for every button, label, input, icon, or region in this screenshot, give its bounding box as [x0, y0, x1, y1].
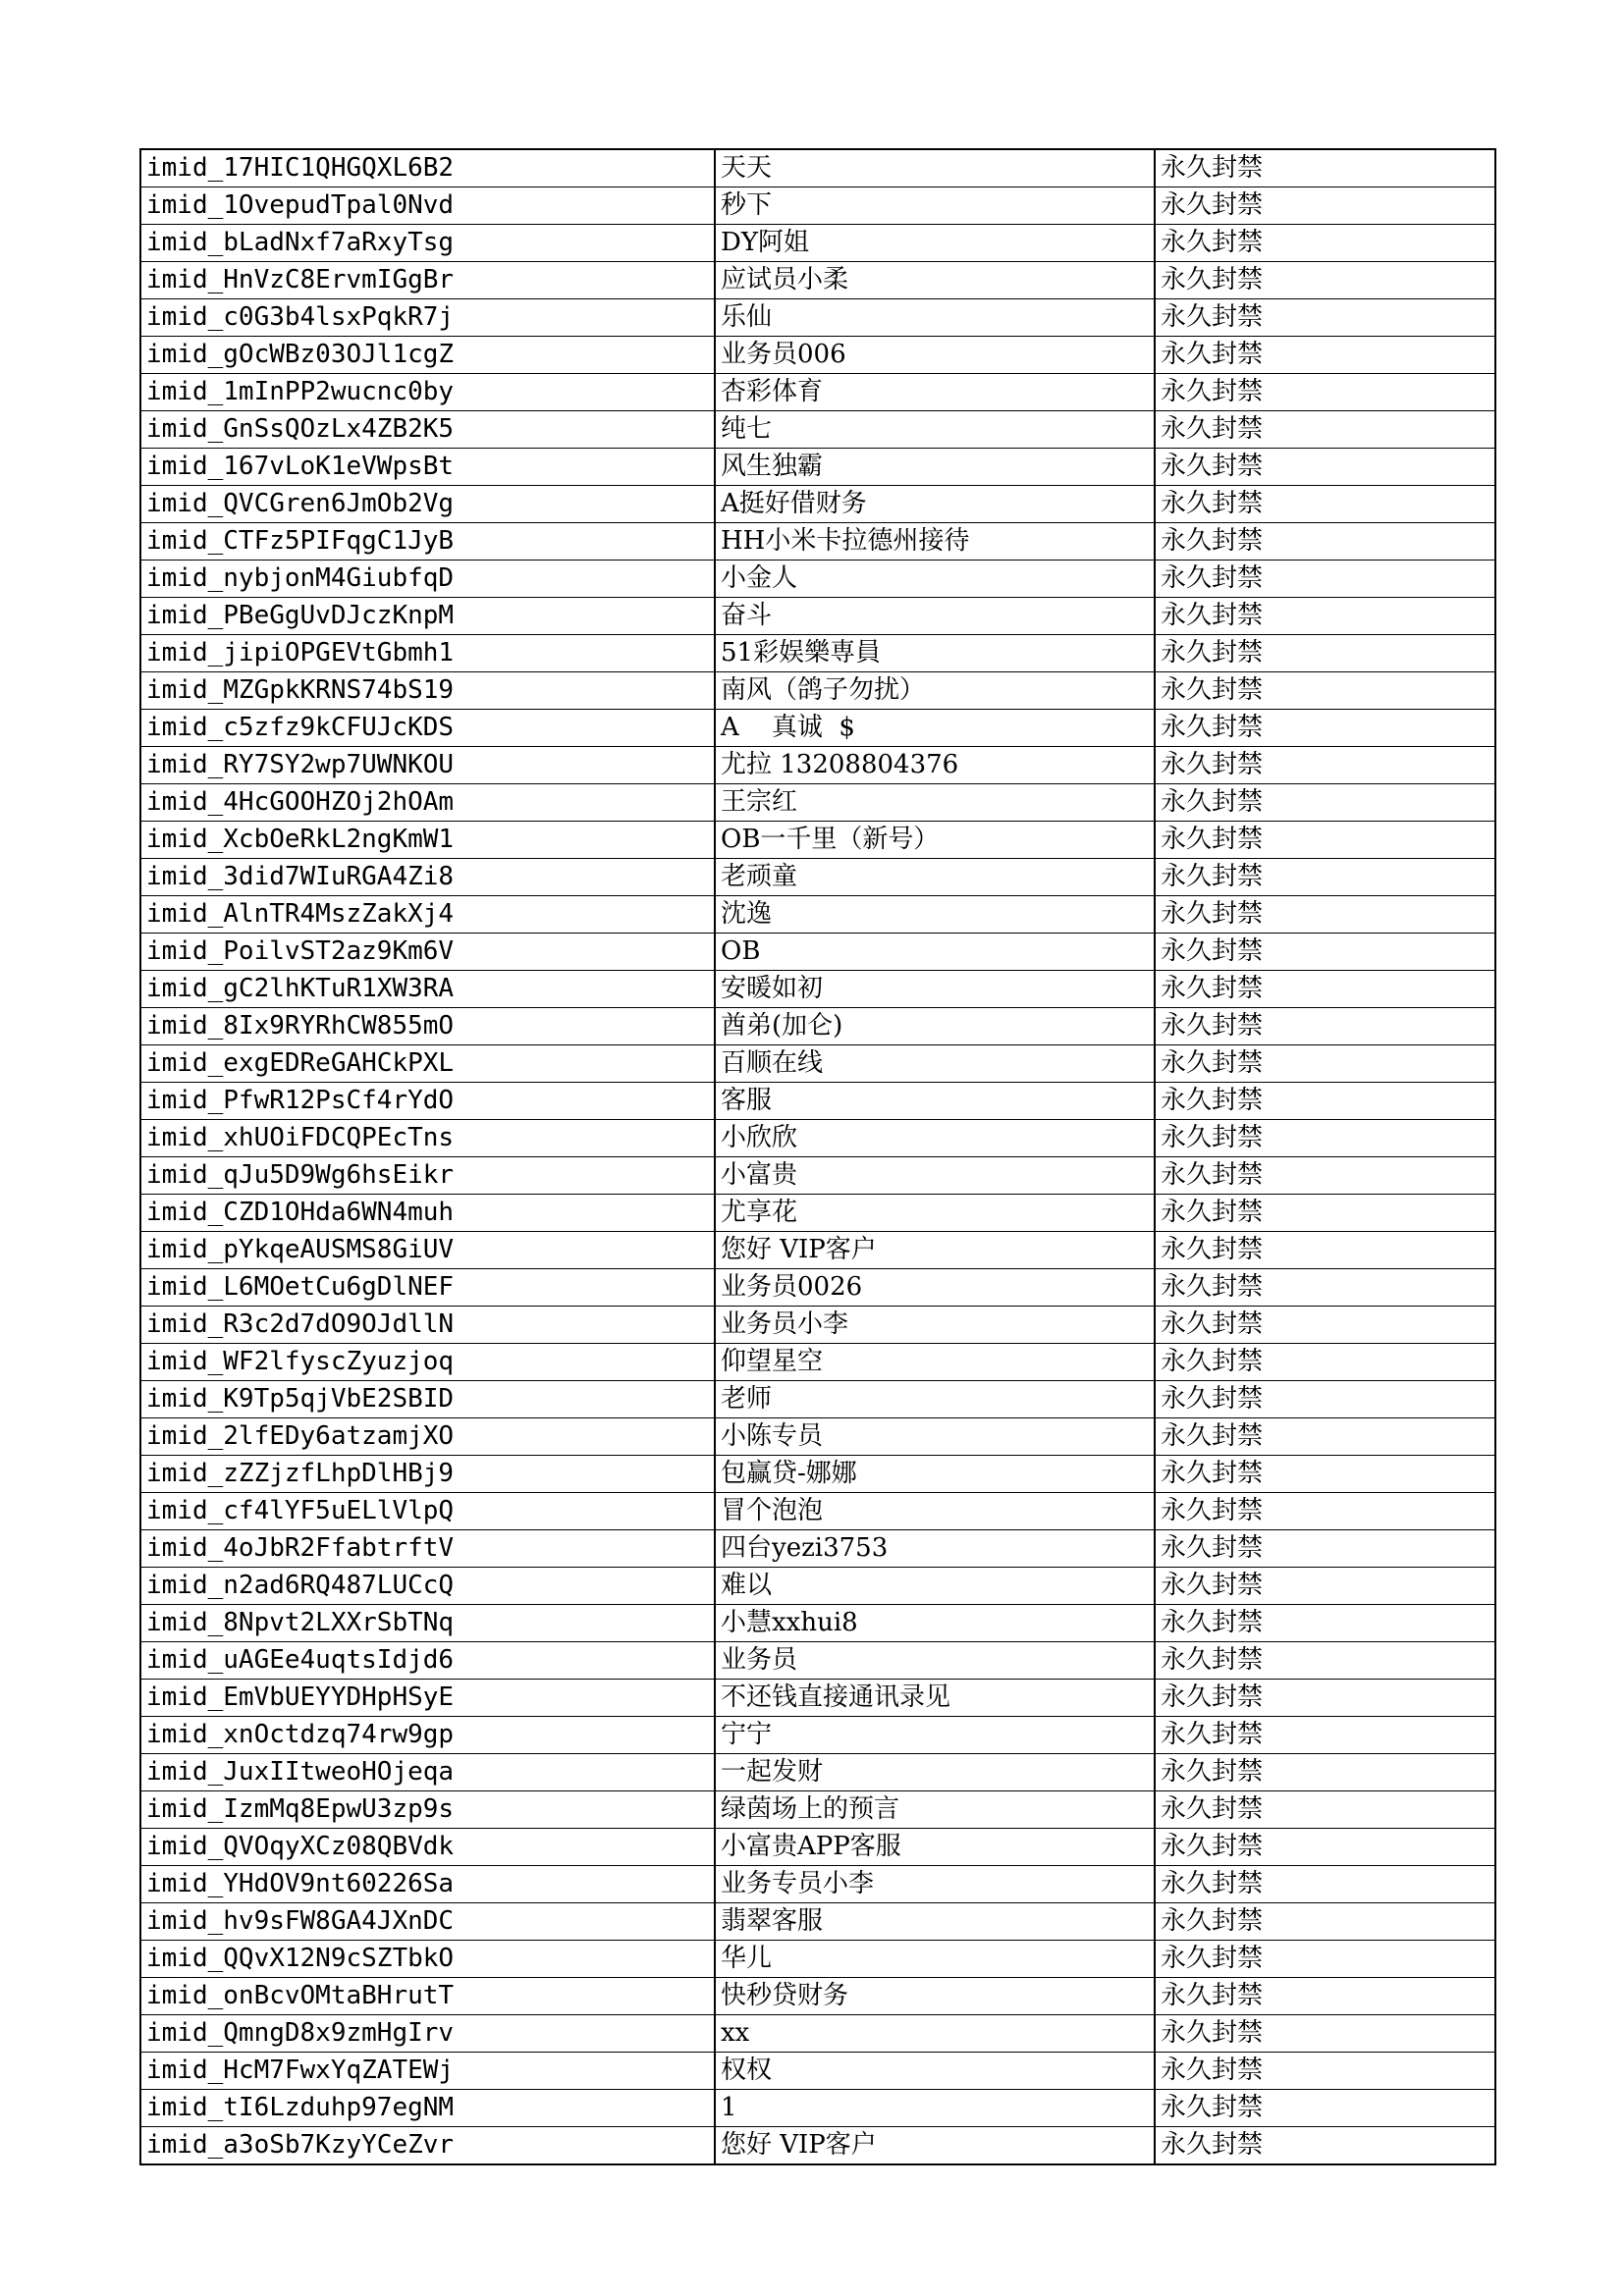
table-row	[140, 1195, 1495, 1232]
nickname-cell: 南风（鸽子勿扰）	[715, 672, 1155, 710]
account-id-cell: imid_HnVzC8ErvmIGgBr	[140, 262, 715, 299]
ban-status-cell: 永久封禁	[1155, 1568, 1495, 1605]
ban-status-cell: 永久封禁	[1155, 971, 1495, 1008]
table-row	[140, 710, 1495, 747]
ban-status-cell: 永久封禁	[1155, 1269, 1495, 1307]
nickname-cell: 小慧xxhui8	[715, 1605, 1155, 1642]
ban-status-cell: 永久封禁	[1155, 1232, 1495, 1269]
ban-status-cell: 永久封禁	[1155, 1045, 1495, 1083]
ban-status-cell: 永久封禁	[1155, 299, 1495, 337]
nickname-cell: 华儿	[715, 1941, 1155, 1978]
nickname-cell: 王宗红	[715, 784, 1155, 822]
nickname-cell: 冒个泡泡	[715, 1493, 1155, 1530]
table-row	[140, 971, 1495, 1008]
ban-status-cell: 永久封禁	[1155, 1717, 1495, 1754]
account-id-cell: imid_17HIC1QHGQXL6B2	[140, 149, 715, 187]
account-id-cell: imid_HcM7FwxYqZATEWj	[140, 2053, 715, 2090]
nickname-cell: 纯七	[715, 411, 1155, 449]
table-row	[140, 1045, 1495, 1083]
table-row	[140, 449, 1495, 486]
ban-status-cell: 永久封禁	[1155, 187, 1495, 225]
ban-status-cell: 永久封禁	[1155, 1642, 1495, 1680]
ban-status-cell: 永久封禁	[1155, 896, 1495, 934]
account-id-cell: imid_L6MOetCu6gDlNEF	[140, 1269, 715, 1307]
table-row	[140, 561, 1495, 598]
nickname-cell: 天天	[715, 149, 1155, 187]
ban-status-cell: 永久封禁	[1155, 784, 1495, 822]
account-id-cell: imid_CZD1OHda6WN4muh	[140, 1195, 715, 1232]
nickname-cell: 小陈专员	[715, 1418, 1155, 1456]
ban-status-cell: 永久封禁	[1155, 337, 1495, 374]
ban-status-cell: 永久封禁	[1155, 1680, 1495, 1717]
table-row	[140, 187, 1495, 225]
ban-status-cell: 永久封禁	[1155, 1605, 1495, 1642]
table-row	[140, 1829, 1495, 1866]
ban-status-cell: 永久封禁	[1155, 1381, 1495, 1418]
ban-status-cell: 永久封禁	[1155, 1120, 1495, 1157]
table-row	[140, 1157, 1495, 1195]
account-id-cell: imid_xnOctdzq74rw9gp	[140, 1717, 715, 1754]
account-id-cell: imid_nybjonM4GiubfqD	[140, 561, 715, 598]
ban-status-cell: 永久封禁	[1155, 449, 1495, 486]
table-row	[140, 2090, 1495, 2127]
table-row	[140, 299, 1495, 337]
nickname-cell: 1	[715, 2090, 1155, 2127]
ban-status-cell: 永久封禁	[1155, 672, 1495, 710]
account-id-cell: imid_exgEDReGAHCkPXL	[140, 1045, 715, 1083]
ban-status-cell: 永久封禁	[1155, 1866, 1495, 1903]
account-id-cell: imid_AlnTR4MszZakXj4	[140, 896, 715, 934]
table-row	[140, 1642, 1495, 1680]
account-id-cell: imid_QVCGren6JmOb2Vg	[140, 486, 715, 523]
ban-status-cell: 永久封禁	[1155, 1008, 1495, 1045]
account-id-cell: imid_QQvX12N9cSZTbkO	[140, 1941, 715, 1978]
account-id-cell: imid_IzmMq8EpwU3zp9s	[140, 1791, 715, 1829]
nickname-cell: 小富贵	[715, 1157, 1155, 1195]
account-id-cell: imid_n2ad6RQ487LUCcQ	[140, 1568, 715, 1605]
table-row	[140, 486, 1495, 523]
ban-status-cell: 永久封禁	[1155, 523, 1495, 561]
account-id-cell: imid_EmVbUEYYDHpHSyE	[140, 1680, 715, 1717]
nickname-cell: DY阿姐	[715, 225, 1155, 262]
table-row	[140, 1493, 1495, 1530]
account-id-cell: imid_tI6Lzduhp97egNM	[140, 2090, 715, 2127]
account-id-cell: imid_8Npvt2LXXrSbTNq	[140, 1605, 715, 1642]
ban-status-cell: 永久封禁	[1155, 1829, 1495, 1866]
nickname-cell: 沈逸	[715, 896, 1155, 934]
ban-status-cell: 永久封禁	[1155, 598, 1495, 635]
ban-status-cell: 永久封禁	[1155, 1307, 1495, 1344]
table-row	[140, 1418, 1495, 1456]
account-id-cell: imid_XcbOeRkL2ngKmW1	[140, 822, 715, 859]
ban-status-cell: 永久封禁	[1155, 486, 1495, 523]
table-row	[140, 2053, 1495, 2090]
nickname-cell: 尤拉 13208804376	[715, 747, 1155, 784]
account-id-cell: imid_3did7WIuRGA4Zi8	[140, 859, 715, 896]
table-row	[140, 784, 1495, 822]
table-row	[140, 896, 1495, 934]
account-id-cell: imid_jipiOPGEVtGbmh1	[140, 635, 715, 672]
nickname-cell: 绿茵场上的预言	[715, 1791, 1155, 1829]
ban-list-table	[139, 148, 1496, 2165]
account-id-cell: imid_MZGpkKRNS74bS19	[140, 672, 715, 710]
ban-status-cell: 永久封禁	[1155, 1157, 1495, 1195]
table-row	[140, 1008, 1495, 1045]
account-id-cell: imid_pYkqeAUSMS8GiUV	[140, 1232, 715, 1269]
account-id-cell: imid_PfwR12PsCf4rYdO	[140, 1083, 715, 1120]
ban-status-cell: 永久封禁	[1155, 635, 1495, 672]
ban-status-cell: 永久封禁	[1155, 710, 1495, 747]
account-id-cell: imid_QmngD8x9zmHgIrv	[140, 2015, 715, 2053]
ban-status-cell: 永久封禁	[1155, 1530, 1495, 1568]
ban-status-cell: 永久封禁	[1155, 1754, 1495, 1791]
ban-status-cell: 永久封禁	[1155, 1903, 1495, 1941]
nickname-cell: 尤享花	[715, 1195, 1155, 1232]
account-id-cell: imid_c5zfz9kCFUJcKDS	[140, 710, 715, 747]
table-row	[140, 859, 1495, 896]
nickname-cell: 权权	[715, 2053, 1155, 2090]
nickname-cell: 宁宁	[715, 1717, 1155, 1754]
table-row	[140, 1605, 1495, 1642]
account-id-cell: imid_K9Tp5qjVbE2SBID	[140, 1381, 715, 1418]
ban-status-cell: 永久封禁	[1155, 262, 1495, 299]
nickname-cell: 奋斗	[715, 598, 1155, 635]
nickname-cell: 翡翠客服	[715, 1903, 1155, 1941]
nickname-cell: 小富贵APP客服	[715, 1829, 1155, 1866]
table-row	[140, 374, 1495, 411]
account-id-cell: imid_c0G3b4lsxPqkR7j	[140, 299, 715, 337]
account-id-cell: imid_bLadNxf7aRxyTsg	[140, 225, 715, 262]
table-row	[140, 1978, 1495, 2015]
nickname-cell: 一起发财	[715, 1754, 1155, 1791]
table-row	[140, 1456, 1495, 1493]
table-row	[140, 1754, 1495, 1791]
table-row	[140, 934, 1495, 971]
nickname-cell: 酋弟(加仑)	[715, 1008, 1155, 1045]
table-row	[140, 635, 1495, 672]
account-id-cell: imid_R3c2d7dO9OJdllN	[140, 1307, 715, 1344]
table-row	[140, 411, 1495, 449]
nickname-cell: 风生独霸	[715, 449, 1155, 486]
account-id-cell: imid_PoilvST2az9Km6V	[140, 934, 715, 971]
table-row	[140, 262, 1495, 299]
nickname-cell: 您好 VIP客户	[715, 2127, 1155, 2165]
account-id-cell: imid_CTFz5PIFqgC1JyB	[140, 523, 715, 561]
account-id-cell: imid_uAGEe4uqtsIdjd6	[140, 1642, 715, 1680]
ban-status-cell: 永久封禁	[1155, 859, 1495, 896]
account-id-cell: imid_PBeGgUvDJczKnpM	[140, 598, 715, 635]
nickname-cell: 杏彩体育	[715, 374, 1155, 411]
nickname-cell: 业务员0026	[715, 1269, 1155, 1307]
nickname-cell: 秒下	[715, 187, 1155, 225]
account-id-cell: imid_QVOqyXCz08QBVdk	[140, 1829, 715, 1866]
account-id-cell: imid_JuxIItweoHOjeqa	[140, 1754, 715, 1791]
nickname-cell: xx	[715, 2015, 1155, 2053]
ban-status-cell: 永久封禁	[1155, 2015, 1495, 2053]
nickname-cell: 51彩娱樂専員	[715, 635, 1155, 672]
account-id-cell: imid_YHdOV9nt60226Sa	[140, 1866, 715, 1903]
nickname-cell: 业务专员小李	[715, 1866, 1155, 1903]
ban-status-cell: 永久封禁	[1155, 1493, 1495, 1530]
account-id-cell: imid_gC2lhKTuR1XW3RA	[140, 971, 715, 1008]
account-id-cell: imid_qJu5D9Wg6hsEikr	[140, 1157, 715, 1195]
nickname-cell: OB	[715, 934, 1155, 971]
nickname-cell: 客服	[715, 1083, 1155, 1120]
nickname-cell: 小金人	[715, 561, 1155, 598]
table-row	[140, 1791, 1495, 1829]
table-row	[140, 822, 1495, 859]
table-row	[140, 337, 1495, 374]
table-row	[140, 1903, 1495, 1941]
account-id-cell: imid_zZZjzfLhpDlHBj9	[140, 1456, 715, 1493]
nickname-cell: 百顺在线	[715, 1045, 1155, 1083]
table-row	[140, 1717, 1495, 1754]
account-id-cell: imid_1OvepudTpal0Nvd	[140, 187, 715, 225]
table-row	[140, 1269, 1495, 1307]
nickname-cell: 业务员006	[715, 337, 1155, 374]
nickname-cell: 仰望星空	[715, 1344, 1155, 1381]
ban-status-cell: 永久封禁	[1155, 934, 1495, 971]
account-id-cell: imid_a3oSb7KzyYCeZvr	[140, 2127, 715, 2165]
ban-status-cell: 永久封禁	[1155, 1791, 1495, 1829]
ban-status-cell: 永久封禁	[1155, 1941, 1495, 1978]
ban-status-cell: 永久封禁	[1155, 2090, 1495, 2127]
table-row	[140, 747, 1495, 784]
account-id-cell: imid_hv9sFW8GA4JXnDC	[140, 1903, 715, 1941]
nickname-cell: 业务员小李	[715, 1307, 1155, 1344]
ban-status-cell: 永久封禁	[1155, 149, 1495, 187]
table-row	[140, 1680, 1495, 1717]
nickname-cell: 乐仙	[715, 299, 1155, 337]
nickname-cell: HH小米卡拉德州接待	[715, 523, 1155, 561]
table-row	[140, 1232, 1495, 1269]
account-id-cell: imid_cf4lYF5uELlVlpQ	[140, 1493, 715, 1530]
ban-status-cell: 永久封禁	[1155, 1195, 1495, 1232]
account-id-cell: imid_onBcvOMtaBHrutT	[140, 1978, 715, 2015]
ban-status-cell: 永久封禁	[1155, 1978, 1495, 2015]
account-id-cell: imid_4HcGOOHZOj2hOAm	[140, 784, 715, 822]
table-row	[140, 1120, 1495, 1157]
table-row	[140, 598, 1495, 635]
account-id-cell: imid_1mInPP2wucnc0by	[140, 374, 715, 411]
ban-status-cell: 永久封禁	[1155, 822, 1495, 859]
nickname-cell: OB一千里（新号）	[715, 822, 1155, 859]
nickname-cell: 应试员小柔	[715, 262, 1155, 299]
table-row	[140, 1083, 1495, 1120]
nickname-cell: A 真诚 $	[715, 710, 1155, 747]
nickname-cell: 包赢贷-娜娜	[715, 1456, 1155, 1493]
table-row	[140, 1866, 1495, 1903]
table-row	[140, 1307, 1495, 1344]
account-id-cell: imid_8Ix9RYRhCW855mO	[140, 1008, 715, 1045]
nickname-cell: 您好 VIP客户	[715, 1232, 1155, 1269]
ban-status-cell: 永久封禁	[1155, 561, 1495, 598]
ban-list-body	[140, 149, 1495, 2164]
table-row	[140, 1568, 1495, 1605]
ban-status-cell: 永久封禁	[1155, 411, 1495, 449]
ban-status-cell: 永久封禁	[1155, 747, 1495, 784]
nickname-cell: 快秒贷财务	[715, 1978, 1155, 2015]
nickname-cell: 老顽童	[715, 859, 1155, 896]
account-id-cell: imid_xhUOiFDCQPEcTns	[140, 1120, 715, 1157]
account-id-cell: imid_GnSsQOzLx4ZB2K5	[140, 411, 715, 449]
ban-status-cell: 永久封禁	[1155, 2127, 1495, 2165]
ban-status-cell: 永久封禁	[1155, 1344, 1495, 1381]
table-row	[140, 2127, 1495, 2165]
nickname-cell: 安暖如初	[715, 971, 1155, 1008]
account-id-cell: imid_WF2lfyscZyuzjoq	[140, 1344, 715, 1381]
account-id-cell: imid_2lfEDy6atzamjXO	[140, 1418, 715, 1456]
table-row	[140, 1941, 1495, 1978]
account-id-cell: imid_4oJbR2FfabtrftV	[140, 1530, 715, 1568]
nickname-cell: 难以	[715, 1568, 1155, 1605]
table-row	[140, 672, 1495, 710]
account-id-cell: imid_RY7SY2wp7UWNKOU	[140, 747, 715, 784]
table-row	[140, 149, 1495, 187]
table-row	[140, 1381, 1495, 1418]
ban-status-cell: 永久封禁	[1155, 1456, 1495, 1493]
ban-status-cell: 永久封禁	[1155, 1418, 1495, 1456]
table-row	[140, 1344, 1495, 1381]
nickname-cell: 不还钱直接通讯录见	[715, 1680, 1155, 1717]
nickname-cell: 业务员	[715, 1642, 1155, 1680]
ban-status-cell: 永久封禁	[1155, 374, 1495, 411]
nickname-cell: 四台yezi3753	[715, 1530, 1155, 1568]
table-row	[140, 2015, 1495, 2053]
ban-status-cell: 永久封禁	[1155, 2053, 1495, 2090]
table-row	[140, 225, 1495, 262]
ban-status-cell: 永久封禁	[1155, 225, 1495, 262]
nickname-cell: A挺好借财务	[715, 486, 1155, 523]
ban-status-cell: 永久封禁	[1155, 1083, 1495, 1120]
account-id-cell: imid_167vLoK1eVWpsBt	[140, 449, 715, 486]
table-row	[140, 523, 1495, 561]
account-id-cell: imid_gOcWBz03OJl1cgZ	[140, 337, 715, 374]
nickname-cell: 小欣欣	[715, 1120, 1155, 1157]
table-row	[140, 1530, 1495, 1568]
nickname-cell: 老师	[715, 1381, 1155, 1418]
